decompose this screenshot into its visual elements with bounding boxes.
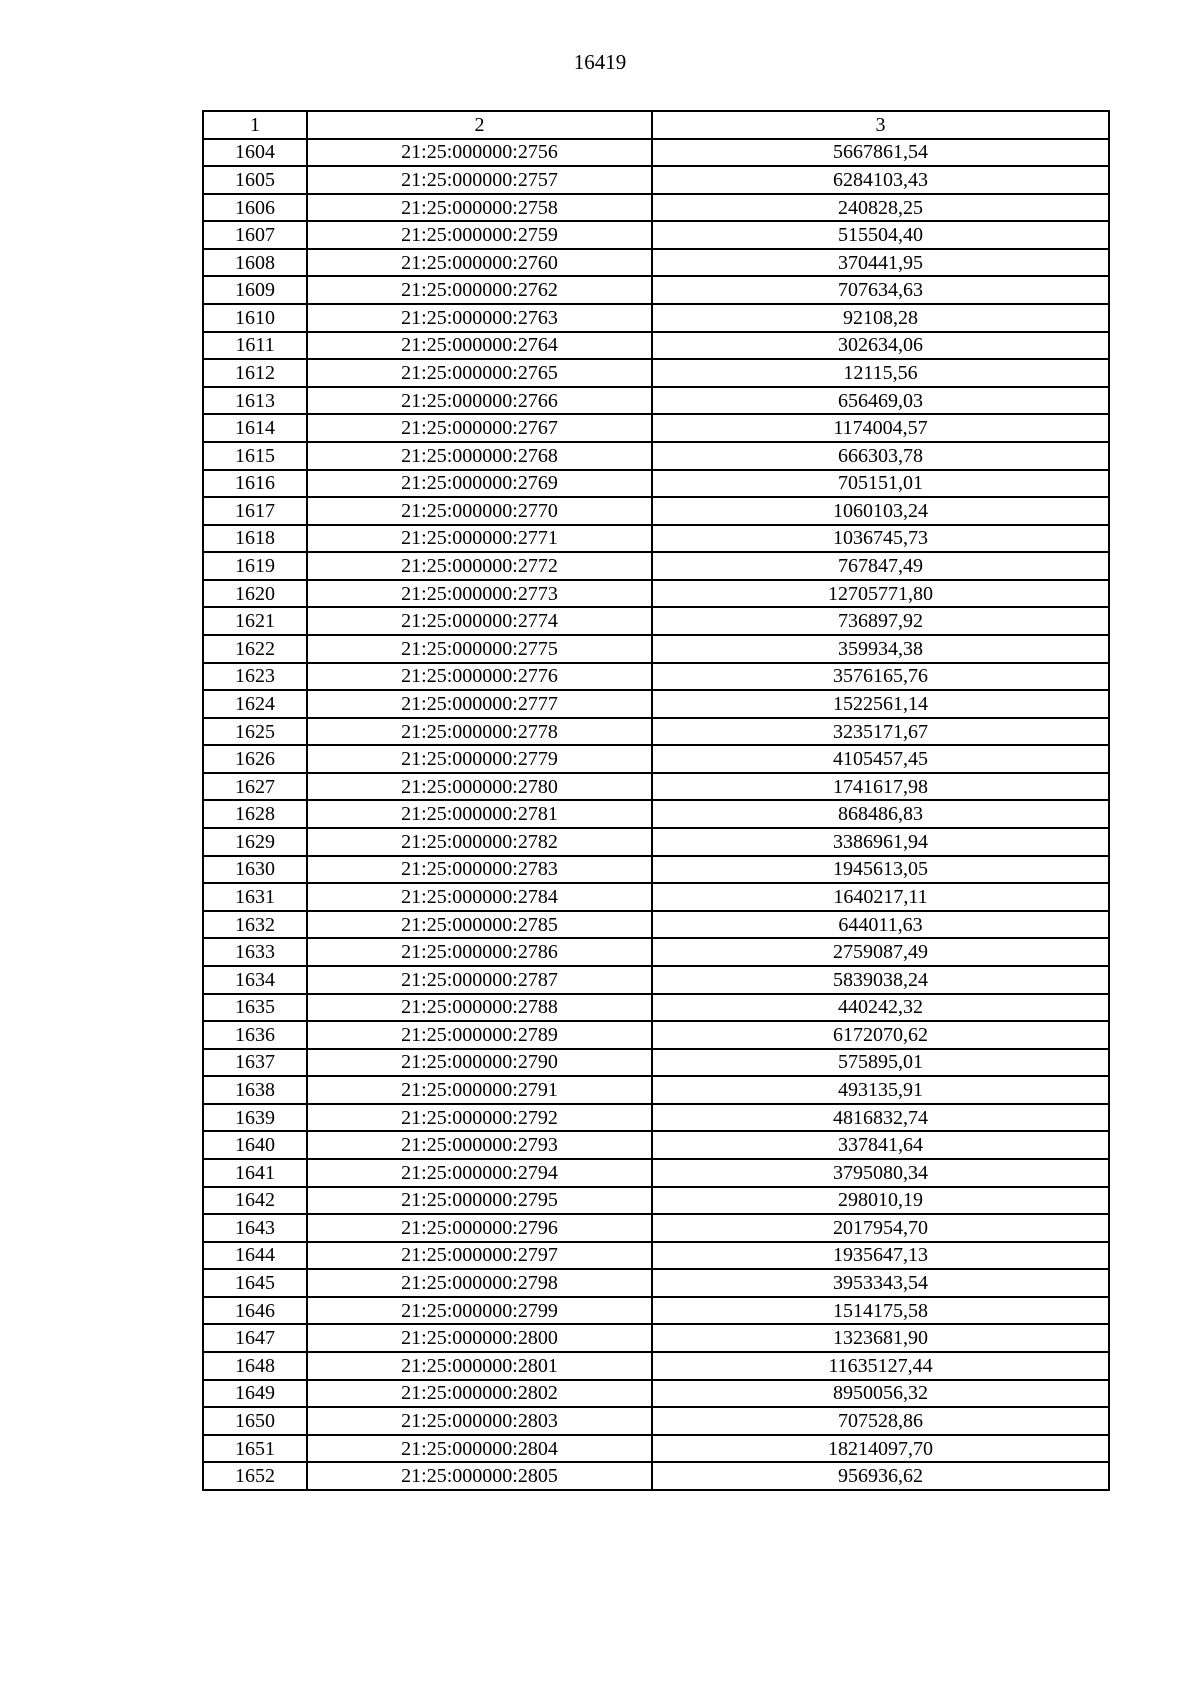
row-number-cell: 1611 xyxy=(203,332,307,360)
table-row xyxy=(203,663,1109,691)
table-row xyxy=(203,1131,1109,1159)
value-cell: 868486,83 xyxy=(652,800,1109,828)
row-number-cell: 1625 xyxy=(203,718,307,746)
row-number-cell: 1613 xyxy=(203,387,307,415)
row-number-cell: 1618 xyxy=(203,525,307,553)
cadastral-number-cell: 21:25:000000:2764 xyxy=(307,332,652,360)
table-row xyxy=(203,552,1109,580)
table-row xyxy=(203,139,1109,167)
table-row xyxy=(203,607,1109,635)
table-row xyxy=(203,718,1109,746)
row-number-cell: 1622 xyxy=(203,635,307,663)
row-number-cell: 1645 xyxy=(203,1269,307,1297)
value-cell: 12705771,80 xyxy=(652,580,1109,608)
table-row xyxy=(203,745,1109,773)
table-row xyxy=(203,249,1109,277)
row-number-cell: 1612 xyxy=(203,359,307,387)
value-cell: 6284103,43 xyxy=(652,166,1109,194)
row-number-cell: 1615 xyxy=(203,442,307,470)
value-cell: 1741617,98 xyxy=(652,773,1109,801)
row-number-cell: 1637 xyxy=(203,1049,307,1077)
value-cell: 1522561,14 xyxy=(652,690,1109,718)
value-cell: 370441,95 xyxy=(652,249,1109,277)
row-number-cell: 1631 xyxy=(203,883,307,911)
value-cell: 359934,38 xyxy=(652,635,1109,663)
cadastral-number-cell: 21:25:000000:2789 xyxy=(307,1021,652,1049)
row-number-cell: 1633 xyxy=(203,938,307,966)
table-row xyxy=(203,1380,1109,1408)
table-row xyxy=(203,1021,1109,1049)
table-row xyxy=(203,304,1109,332)
row-number-cell: 1639 xyxy=(203,1104,307,1132)
cadastral-number-cell: 21:25:000000:2770 xyxy=(307,497,652,525)
table-row xyxy=(203,332,1109,360)
table-row xyxy=(203,800,1109,828)
table-row xyxy=(203,1187,1109,1215)
row-number-cell: 1624 xyxy=(203,690,307,718)
cadastral-number-cell: 21:25:000000:2763 xyxy=(307,304,652,332)
cadastral-number-cell: 21:25:000000:2783 xyxy=(307,856,652,884)
cadastral-number-cell: 21:25:000000:2797 xyxy=(307,1242,652,1270)
value-cell: 4816832,74 xyxy=(652,1104,1109,1132)
cadastral-number-cell: 21:25:000000:2762 xyxy=(307,276,652,304)
cadastral-number-cell: 21:25:000000:2771 xyxy=(307,525,652,553)
table-row xyxy=(203,525,1109,553)
row-number-cell: 1636 xyxy=(203,1021,307,1049)
table-row xyxy=(203,221,1109,249)
value-cell: 92108,28 xyxy=(652,304,1109,332)
row-number-cell: 1628 xyxy=(203,800,307,828)
cadastral-number-cell: 21:25:000000:2795 xyxy=(307,1187,652,1215)
value-cell: 493135,91 xyxy=(652,1076,1109,1104)
cadastral-number-cell: 21:25:000000:2794 xyxy=(307,1159,652,1187)
table-row xyxy=(203,276,1109,304)
table-row xyxy=(203,1076,1109,1104)
cadastral-number-cell: 21:25:000000:2792 xyxy=(307,1104,652,1132)
cadastral-number-cell: 21:25:000000:2799 xyxy=(307,1297,652,1325)
row-number-cell: 1643 xyxy=(203,1214,307,1242)
table-row xyxy=(203,635,1109,663)
cadastral-number-cell: 21:25:000000:2791 xyxy=(307,1076,652,1104)
row-number-cell: 1620 xyxy=(203,580,307,608)
value-cell: 2017954,70 xyxy=(652,1214,1109,1242)
table-row xyxy=(203,580,1109,608)
row-number-cell: 1605 xyxy=(203,166,307,194)
value-cell: 767847,49 xyxy=(652,552,1109,580)
value-cell: 656469,03 xyxy=(652,387,1109,415)
value-cell: 8950056,32 xyxy=(652,1380,1109,1408)
row-number-cell: 1650 xyxy=(203,1407,307,1435)
value-cell: 1323681,90 xyxy=(652,1324,1109,1352)
value-cell: 1036745,73 xyxy=(652,525,1109,553)
cadastral-number-cell: 21:25:000000:2790 xyxy=(307,1049,652,1077)
value-cell: 2759087,49 xyxy=(652,938,1109,966)
table-row xyxy=(203,966,1109,994)
value-cell: 956936,62 xyxy=(652,1462,1109,1490)
row-number-cell: 1604 xyxy=(203,139,307,167)
cadastral-number-cell: 21:25:000000:2805 xyxy=(307,1462,652,1490)
cadastral-number-cell: 21:25:000000:2774 xyxy=(307,607,652,635)
value-cell: 515504,40 xyxy=(652,221,1109,249)
value-cell: 3235171,67 xyxy=(652,718,1109,746)
cadastral-number-cell: 21:25:000000:2802 xyxy=(307,1380,652,1408)
row-number-cell: 1642 xyxy=(203,1187,307,1215)
row-number-cell: 1616 xyxy=(203,470,307,498)
table-row xyxy=(203,1462,1109,1490)
value-cell: 3953343,54 xyxy=(652,1269,1109,1297)
value-cell: 644011,63 xyxy=(652,911,1109,939)
cadastral-number-cell: 21:25:000000:2796 xyxy=(307,1214,652,1242)
row-number-cell: 1627 xyxy=(203,773,307,801)
table-row xyxy=(203,497,1109,525)
cadastral-number-cell: 21:25:000000:2801 xyxy=(307,1352,652,1380)
table-row xyxy=(203,1159,1109,1187)
table-row xyxy=(203,1407,1109,1435)
cadastral-number-cell: 21:25:000000:2787 xyxy=(307,966,652,994)
value-cell: 705151,01 xyxy=(652,470,1109,498)
value-cell: 4105457,45 xyxy=(652,745,1109,773)
cadastral-number-cell: 21:25:000000:2788 xyxy=(307,994,652,1022)
table-row xyxy=(203,387,1109,415)
value-cell: 298010,19 xyxy=(652,1187,1109,1215)
value-cell: 1060103,24 xyxy=(652,497,1109,525)
table-row xyxy=(203,359,1109,387)
cadastral-number-cell: 21:25:000000:2765 xyxy=(307,359,652,387)
row-number-cell: 1607 xyxy=(203,221,307,249)
value-cell: 666303,78 xyxy=(652,442,1109,470)
table-row xyxy=(203,1269,1109,1297)
row-number-cell: 1617 xyxy=(203,497,307,525)
cadastral-number-cell: 21:25:000000:2767 xyxy=(307,414,652,442)
cadastral-number-cell: 21:25:000000:2757 xyxy=(307,166,652,194)
row-number-cell: 1640 xyxy=(203,1131,307,1159)
row-number-cell: 1651 xyxy=(203,1435,307,1463)
cadastral-number-cell: 21:25:000000:2781 xyxy=(307,800,652,828)
cadastral-number-cell: 21:25:000000:2777 xyxy=(307,690,652,718)
column-header: 3 xyxy=(652,111,1109,139)
table-row xyxy=(203,1104,1109,1132)
value-cell: 12115,56 xyxy=(652,359,1109,387)
value-cell: 11635127,44 xyxy=(652,1352,1109,1380)
row-number-cell: 1632 xyxy=(203,911,307,939)
row-number-cell: 1635 xyxy=(203,994,307,1022)
value-cell: 3386961,94 xyxy=(652,828,1109,856)
cadastral-number-cell: 21:25:000000:2778 xyxy=(307,718,652,746)
table-row xyxy=(203,911,1109,939)
cadastral-number-cell: 21:25:000000:2782 xyxy=(307,828,652,856)
cadastral-number-cell: 21:25:000000:2784 xyxy=(307,883,652,911)
cadastral-number-cell: 21:25:000000:2769 xyxy=(307,470,652,498)
row-number-cell: 1641 xyxy=(203,1159,307,1187)
cadastral-number-cell: 21:25:000000:2785 xyxy=(307,911,652,939)
cadastral-number-cell: 21:25:000000:2766 xyxy=(307,387,652,415)
value-cell: 707528,86 xyxy=(652,1407,1109,1435)
row-number-cell: 1638 xyxy=(203,1076,307,1104)
table-row xyxy=(203,1214,1109,1242)
value-cell: 1935647,13 xyxy=(652,1242,1109,1270)
value-cell: 440242,32 xyxy=(652,994,1109,1022)
row-number-cell: 1626 xyxy=(203,745,307,773)
table-row xyxy=(203,442,1109,470)
row-number-cell: 1614 xyxy=(203,414,307,442)
cadastral-number-cell: 21:25:000000:2800 xyxy=(307,1324,652,1352)
row-number-cell: 1647 xyxy=(203,1324,307,1352)
row-number-cell: 1648 xyxy=(203,1352,307,1380)
row-number-cell: 1606 xyxy=(203,194,307,222)
table-body xyxy=(203,139,1109,1490)
value-cell: 5839038,24 xyxy=(652,966,1109,994)
value-cell: 337841,64 xyxy=(652,1131,1109,1159)
table-row xyxy=(203,470,1109,498)
row-number-cell: 1609 xyxy=(203,276,307,304)
cadastral-number-cell: 21:25:000000:2775 xyxy=(307,635,652,663)
row-number-cell: 1646 xyxy=(203,1297,307,1325)
cadastral-number-cell: 21:25:000000:2804 xyxy=(307,1435,652,1463)
value-cell: 302634,06 xyxy=(652,332,1109,360)
cadastral-number-cell: 21:25:000000:2803 xyxy=(307,1407,652,1435)
value-cell: 3576165,76 xyxy=(652,663,1109,691)
table-row xyxy=(203,414,1109,442)
value-cell: 1174004,57 xyxy=(652,414,1109,442)
cadastral-number-cell: 21:25:000000:2780 xyxy=(307,773,652,801)
cadastral-number-cell: 21:25:000000:2786 xyxy=(307,938,652,966)
value-cell: 1945613,05 xyxy=(652,856,1109,884)
row-number-cell: 1629 xyxy=(203,828,307,856)
cadastral-number-cell: 21:25:000000:2793 xyxy=(307,1131,652,1159)
table-row xyxy=(203,690,1109,718)
value-cell: 1514175,58 xyxy=(652,1297,1109,1325)
table-row xyxy=(203,1324,1109,1352)
row-number-cell: 1644 xyxy=(203,1242,307,1270)
table-row xyxy=(203,194,1109,222)
table-header xyxy=(203,111,1109,139)
cadastral-number-cell: 21:25:000000:2773 xyxy=(307,580,652,608)
page-number: 16419 xyxy=(573,50,627,74)
row-number-cell: 1608 xyxy=(203,249,307,277)
table-row xyxy=(203,166,1109,194)
cadastral-number-cell: 21:25:000000:2760 xyxy=(307,249,652,277)
table-row xyxy=(203,1435,1109,1463)
table-row xyxy=(203,856,1109,884)
row-number-cell: 1652 xyxy=(203,1462,307,1490)
header-row xyxy=(203,111,1109,139)
cadastral-number-cell: 21:25:000000:2759 xyxy=(307,221,652,249)
row-number-cell: 1630 xyxy=(203,856,307,884)
cadastral-number-cell: 21:25:000000:2779 xyxy=(307,745,652,773)
cadastral-number-cell: 21:25:000000:2772 xyxy=(307,552,652,580)
row-number-cell: 1619 xyxy=(203,552,307,580)
row-number-cell: 1649 xyxy=(203,1380,307,1408)
value-cell: 736897,92 xyxy=(652,607,1109,635)
row-number-cell: 1610 xyxy=(203,304,307,332)
value-cell: 6172070,62 xyxy=(652,1021,1109,1049)
value-cell: 707634,63 xyxy=(652,276,1109,304)
table-row xyxy=(203,994,1109,1022)
column-header: 1 xyxy=(203,111,307,139)
table-row xyxy=(203,1242,1109,1270)
table-row xyxy=(203,773,1109,801)
value-cell: 240828,25 xyxy=(652,194,1109,222)
value-cell: 1640217,11 xyxy=(652,883,1109,911)
cadastral-number-cell: 21:25:000000:2798 xyxy=(307,1269,652,1297)
value-cell: 18214097,70 xyxy=(652,1435,1109,1463)
row-number-cell: 1634 xyxy=(203,966,307,994)
cadastral-number-cell: 21:25:000000:2758 xyxy=(307,194,652,222)
value-cell: 575895,01 xyxy=(652,1049,1109,1077)
value-cell: 3795080,34 xyxy=(652,1159,1109,1187)
table-row xyxy=(203,938,1109,966)
data-table xyxy=(202,110,1110,1491)
table-row xyxy=(203,1297,1109,1325)
value-cell: 5667861,54 xyxy=(652,139,1109,167)
table-row xyxy=(203,883,1109,911)
cadastral-number-cell: 21:25:000000:2776 xyxy=(307,663,652,691)
row-number-cell: 1621 xyxy=(203,607,307,635)
row-number-cell: 1623 xyxy=(203,663,307,691)
column-header: 2 xyxy=(307,111,652,139)
table-row xyxy=(203,828,1109,856)
cadastral-number-cell: 21:25:000000:2768 xyxy=(307,442,652,470)
table-row xyxy=(203,1049,1109,1077)
cadastral-number-cell: 21:25:000000:2756 xyxy=(307,139,652,167)
table-row xyxy=(203,1352,1109,1380)
